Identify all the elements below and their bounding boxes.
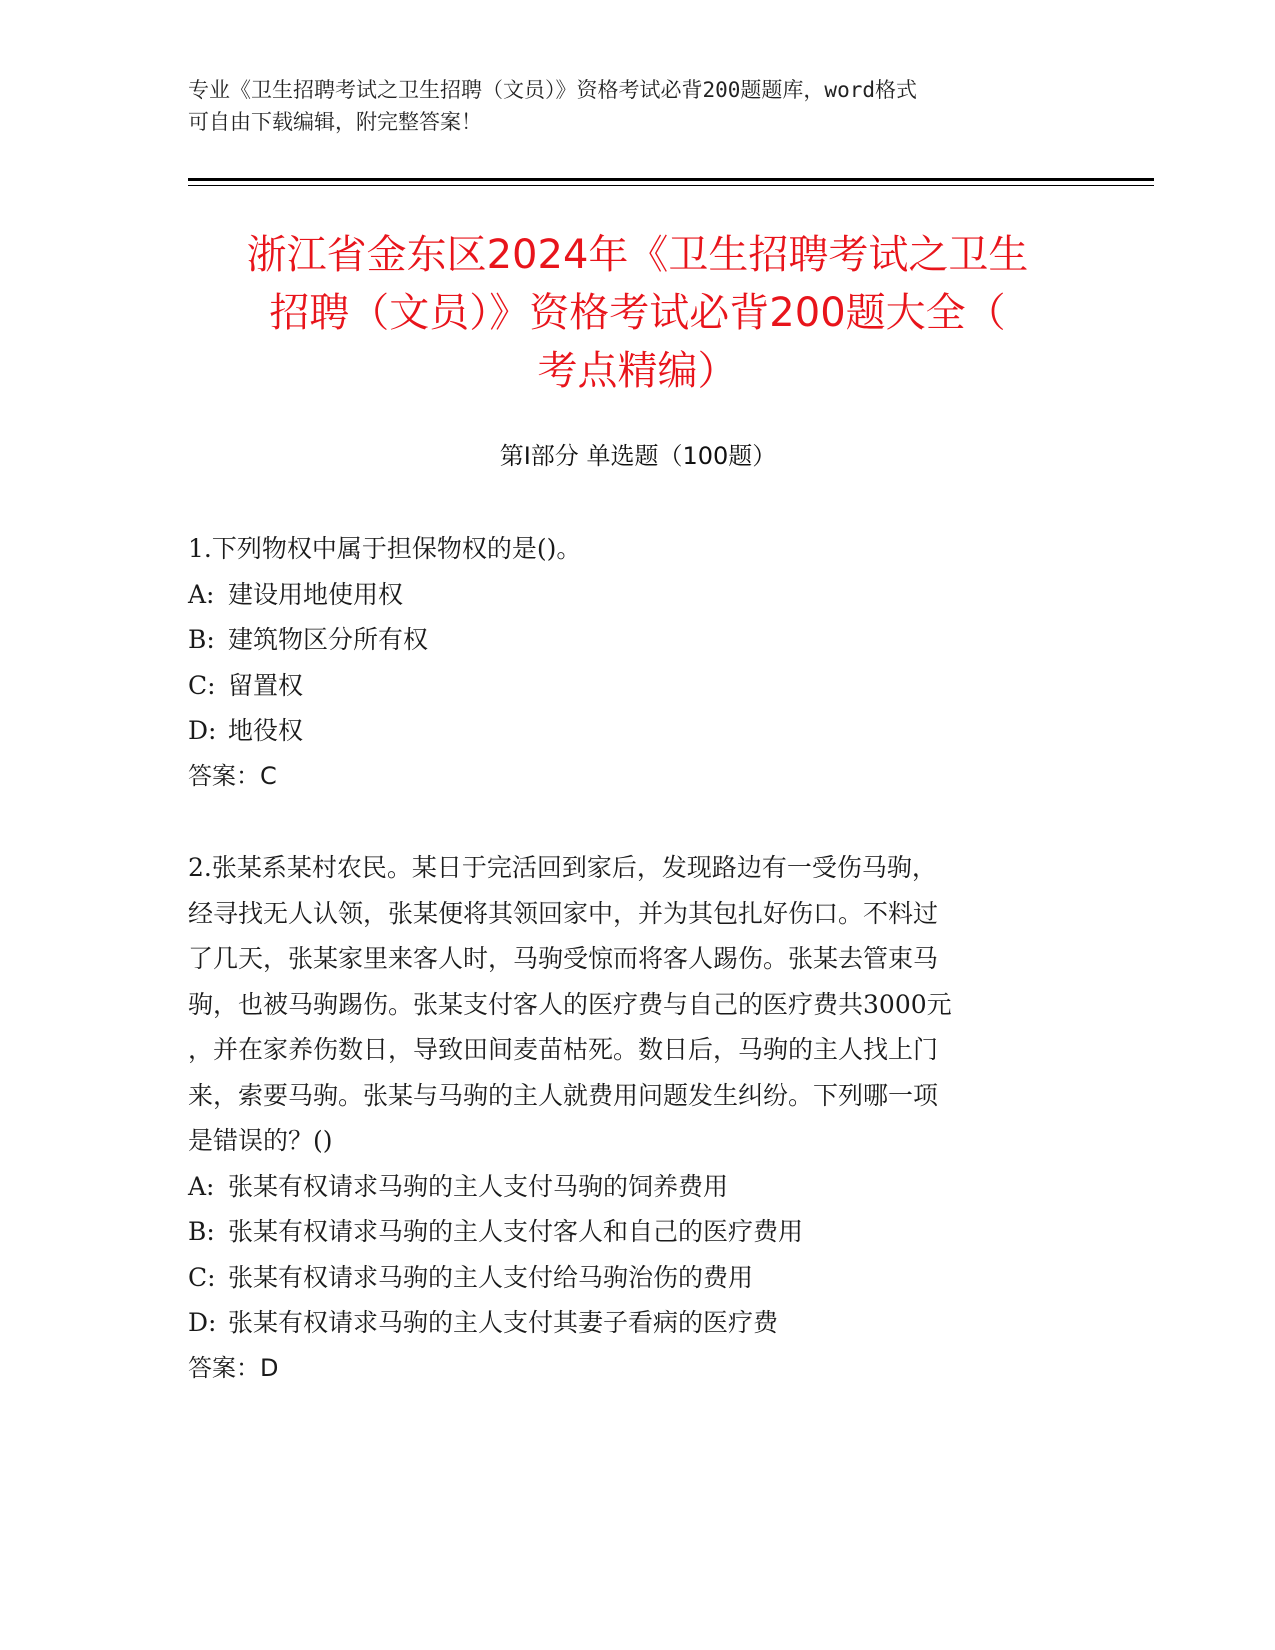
question-2-stem-line-5: ，并在家养伤数日，导致田间麦苗枯死。数日后，马驹的主人找上门 — [188, 1035, 939, 1064]
option-letter: D: — [188, 716, 217, 745]
option-text: 张某有权请求马驹的主人支付给马驹治伤的费用 — [228, 1262, 754, 1292]
question-2-stem-line-7: 是错误的？() — [188, 1126, 333, 1155]
document-title — [170, 226, 1105, 400]
option-letter: A: — [188, 579, 215, 609]
question-2 — [188, 845, 1068, 1391]
header-rule-thin — [188, 185, 1154, 186]
question-1-option-c — [188, 663, 1068, 709]
option-text: 张某有权请求马驹的主人支付客人和自己的医疗费用 — [228, 1217, 804, 1246]
section-heading: 第Ⅰ部分 单选题（100题） — [499, 442, 777, 470]
question-2-option-b — [188, 1209, 1068, 1255]
question-1 — [188, 526, 1068, 799]
option-letter: B: — [188, 625, 215, 654]
question-2-stem-line-2: 经寻找无人认领，张某便将其领回家中，并为其包扎好伤口。不料过 — [188, 898, 939, 928]
option-letter: C: — [188, 1262, 216, 1292]
option-text: 张某有权请求马驹的主人支付马驹的饲养费用 — [228, 1171, 729, 1201]
question-1-option-d — [188, 708, 1068, 754]
question-1-stem: 1.下列物权中属于担保物权的是()。 — [188, 534, 582, 563]
question-2-option-c — [188, 1255, 1068, 1301]
option-text: 留置权 — [228, 670, 304, 700]
option-letter: B: — [188, 1217, 215, 1246]
question-2-stem-line-3: 了几天，张某家里来客人时，马驹受惊而将客人踢伤。张某去管束马 — [188, 944, 939, 973]
option-letter: A: — [188, 1171, 215, 1201]
document-title-line-3: 考点精编） — [537, 348, 738, 394]
question-2-option-d — [188, 1300, 1068, 1346]
header-note — [188, 74, 1088, 138]
question-2-stem-line-4: 驹，也被马驹踢伤。张某支付客人的医疗费与自己的医疗费共3000元 — [188, 989, 952, 1019]
question-1-option-a — [188, 572, 1068, 618]
option-letter: D: — [188, 1308, 217, 1337]
header-rule-thick — [188, 178, 1154, 181]
question-2-stem-line-6: 来，索要马驹。张某与马驹的主人就费用问题发生纠纷。下列哪一项 — [188, 1080, 939, 1110]
question-2-stem-line-1: 2.张某系某村农民。某日于完活回到家后，发现路边有一受伤马驹， — [188, 853, 937, 882]
option-letter: C: — [188, 670, 216, 700]
option-text: 张某有权请求马驹的主人支付其妻子看病的医疗费 — [228, 1308, 779, 1337]
question-1-answer: 答案：C — [188, 761, 277, 790]
question-1-option-b — [188, 617, 1068, 663]
question-2-answer: 答案：D — [188, 1353, 279, 1382]
option-text: 地役权 — [228, 716, 304, 745]
question-2-option-a — [188, 1164, 1068, 1210]
header-note-line-1: 专业《卫生招聘考试之卫生招聘（文员）》资格考试必背200题题库，word格式 — [188, 78, 917, 102]
header-note-line-2: 可自由下载编辑，附完整答案！ — [188, 110, 482, 134]
document-title-line-1: 浙江省金东区2024年《卫生招聘考试之卫生 — [246, 232, 1029, 278]
option-text: 建设用地使用权 — [228, 579, 404, 609]
document-title-line-2: 招聘（文员）》资格考试必背200题大全（ — [269, 290, 1006, 336]
option-text: 建筑物区分所有权 — [228, 625, 429, 654]
